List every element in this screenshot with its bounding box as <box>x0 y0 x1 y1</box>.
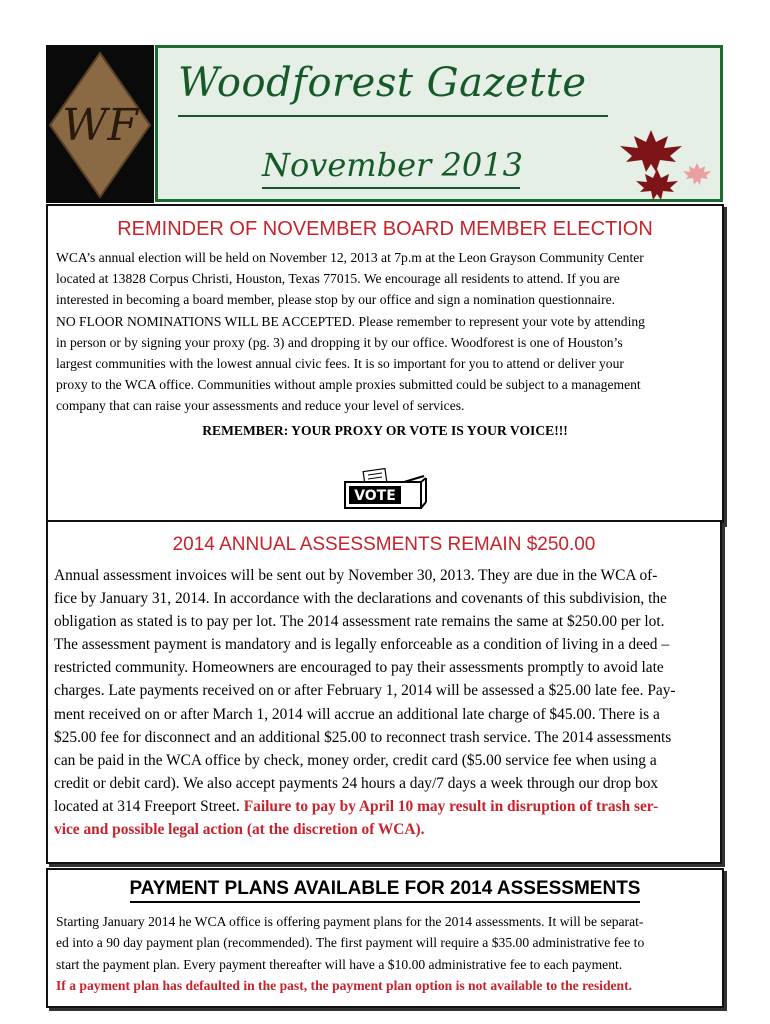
text-line: in person or by signing your proxy (pg. 3) and dropping it by our office. Woodforest is one of Houston’s <box>56 334 623 350</box>
text-line: $25.00 fee for disconnect and an additional $25.00 to reconnect trash service. The 2014 assessments <box>54 728 672 746</box>
text-line: company that can raise your assessments and reduce your level of services. <box>56 398 465 414</box>
text-line: located at 13828 Corpus Christi, Houston, Texas 77015. We encourage all residents to attend. If you are <box>56 271 620 287</box>
date-underline <box>262 187 520 189</box>
masthead <box>155 45 723 202</box>
issue-date: November 2013 <box>262 146 523 184</box>
text-line: ed into a 90 day payment plan (recommended). The first payment will require a $35.00 administrative fee to <box>56 935 645 951</box>
logo-letters: WF <box>62 100 138 151</box>
text-fragment: located at 314 Freeport Street. <box>54 797 244 815</box>
section-body <box>56 911 714 997</box>
section-body <box>56 247 714 417</box>
wf-logo-diamond <box>46 45 154 203</box>
default-warning: If a payment plan has defaulted in the past, the payment plan option is not available to the resident. <box>56 978 633 994</box>
text-line: charges. Late payments received on or after February 1, 2014 will be assessed a $25.00 late fee. Pay- <box>54 682 676 700</box>
logo-block <box>46 45 154 203</box>
text-line: ment received on or after March 1, 2014 will accrue an additional late charge of $45.00. There is a <box>54 705 660 723</box>
title-underline <box>178 115 608 117</box>
text-line: Starting January 2014 he WCA office is offering payment plans for the 2014 assessments. It will be separat- <box>56 914 644 929</box>
text-line: start the payment plan. Every payment thereafter will have a $10.00 administrative fee to each payment. <box>56 956 623 972</box>
vote-label: VOTE <box>354 488 396 504</box>
proxy-reminder: REMEMBER: YOUR PROXY OR VOTE IS YOUR VOICE!!! <box>202 422 568 438</box>
text-line: NO FLOOR NOMINATIONS WILL BE ACCEPTED. Please remember to represent your vote by attending <box>56 313 645 329</box>
newsletter-title: Woodforest Gazette <box>178 60 587 106</box>
section-heading: PAYMENT PLANS AVAILABLE FOR 2014 ASSESSMENTS <box>130 878 641 903</box>
text-line: largest communities with the lowest annual civic fees. It is so important for you to attend or deliver your <box>56 356 624 372</box>
maple-leaf-icon <box>682 162 712 186</box>
section-heading: 2014 ANNUAL ASSESSMENTS REMAIN $250.00 <box>172 534 596 555</box>
text-line: restricted community. Homeowners are encouraged to pay their assessments promptly to avoid late <box>54 659 664 677</box>
text-line: can be paid in the WCA office by check, money order, credit card ($5.00 service fee when using a <box>54 751 657 769</box>
heading-wrap <box>48 870 722 903</box>
section-heading: REMINDER OF NOVEMBER BOARD MEMBER ELECTION <box>117 218 653 240</box>
text-line: WCA’s annual election will be held on November 12, 2013 at 7p.m at the Leon Grayson Community Center <box>56 250 644 265</box>
text-line: The assessment payment is mandatory and is legally enforceable as a condition of living in a deed – <box>54 636 670 654</box>
ballot-box-icon <box>342 468 428 510</box>
section-body <box>54 564 712 841</box>
text-line: fice by January 31, 2014. In accordance with the declarations and covenants of this subdivision, the <box>54 590 667 608</box>
text-line: interested in becoming a board member, please stop by our office and sign a nomination questionnaire. <box>56 292 616 308</box>
text-line: obligation as stated is to pay per lot. The 2014 assessment rate remains the same at $250.00 per lot. <box>54 613 665 631</box>
late-payment-warning-cont: vice and possible legal action (at the discretion of WCA). <box>54 821 425 839</box>
text-line: Annual assessment invoices will be sent out by November 30, 2013. They are due in the WCA of- <box>54 567 658 584</box>
late-payment-warning: Failure to pay by April 10 may result in disruption of trash ser- <box>243 797 659 815</box>
maple-leaf-icon <box>634 168 680 202</box>
text-line: credit or debit card). We also accept payments 24 hours a day/7 days a week through our drop box <box>54 774 659 792</box>
text-line: proxy to the WCA office. Communities without ample proxies submitted could be subject to a management <box>56 377 641 393</box>
text-line <box>54 795 712 818</box>
election-reminder-section <box>46 204 724 524</box>
assessments-section <box>46 520 722 864</box>
payment-plans-section <box>46 868 724 1008</box>
